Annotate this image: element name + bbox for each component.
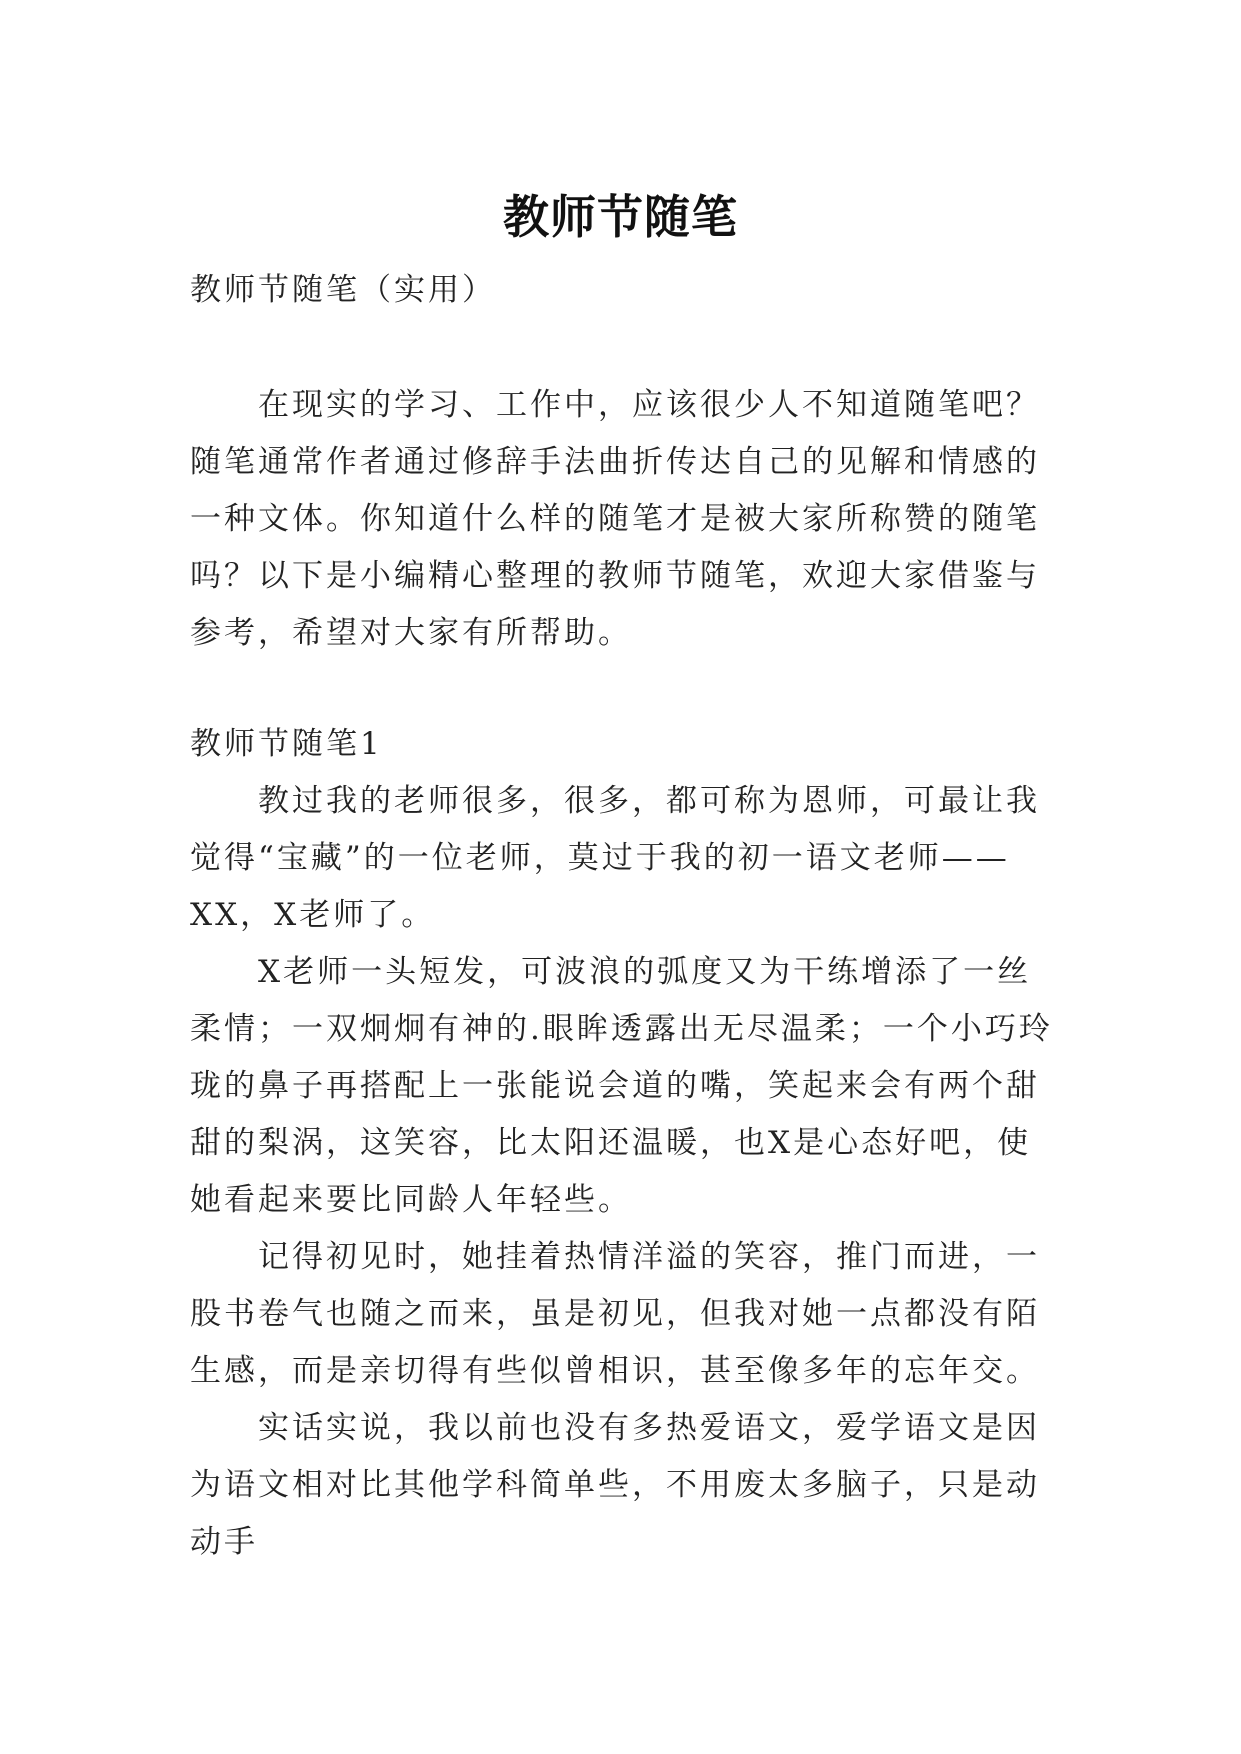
body-paragraph: 记得初见时，她挂着热情洋溢的笑容，推门而进，一股书卷气也随之而来，虽是初见，但我对她一点都没有陌生感，而是亲切得有些似曾相识，甚至像多年的忘年交。 [190, 1239, 1040, 1389]
document-subtitle: 教师节随笔（实用） [190, 272, 496, 308]
body-paragraph: 实话实说，我以前也没有多热爱语文，爱学语文是因为语文相对比其他学科简单些，不用废太多脑子，只是动动手 [190, 1410, 1040, 1560]
document-body [190, 262, 1060, 1571]
intro-paragraph: 在现实的学习、工作中，应该很少人不知道随笔吧？随笔通常作者通过修辞手法曲折传达自己的见解和情感的一种文体。你知道什么样的随笔才是被大家所称赞的随笔吗？以下是小编精心整理的教师节随笔，欢迎大家借鉴与参考，希望对大家有所帮助。 [190, 387, 1040, 651]
body-paragraph: X老师一头短发，可波浪的弧度又为干练增添了一丝柔情；一双炯炯有神的.眼眸透露出无尽温柔；一个小巧玲珑的鼻子再搭配上一张能说会道的嘴，笑起来会有两个甜甜的梨涡，这笑容，比太阳还温暖，也X是心态好吧，使她看起来要比同龄人年轻些。 [190, 954, 1053, 1218]
section-heading: 教师节随笔1 [190, 726, 383, 762]
body-paragraph: 教过我的老师很多，很多，都可称为恩师，可最让我觉得“宝藏”的一位老师，莫过于我的初一语文老师——XX，X老师了。 [190, 783, 1040, 933]
document-title: 教师节随笔 [503, 189, 738, 244]
